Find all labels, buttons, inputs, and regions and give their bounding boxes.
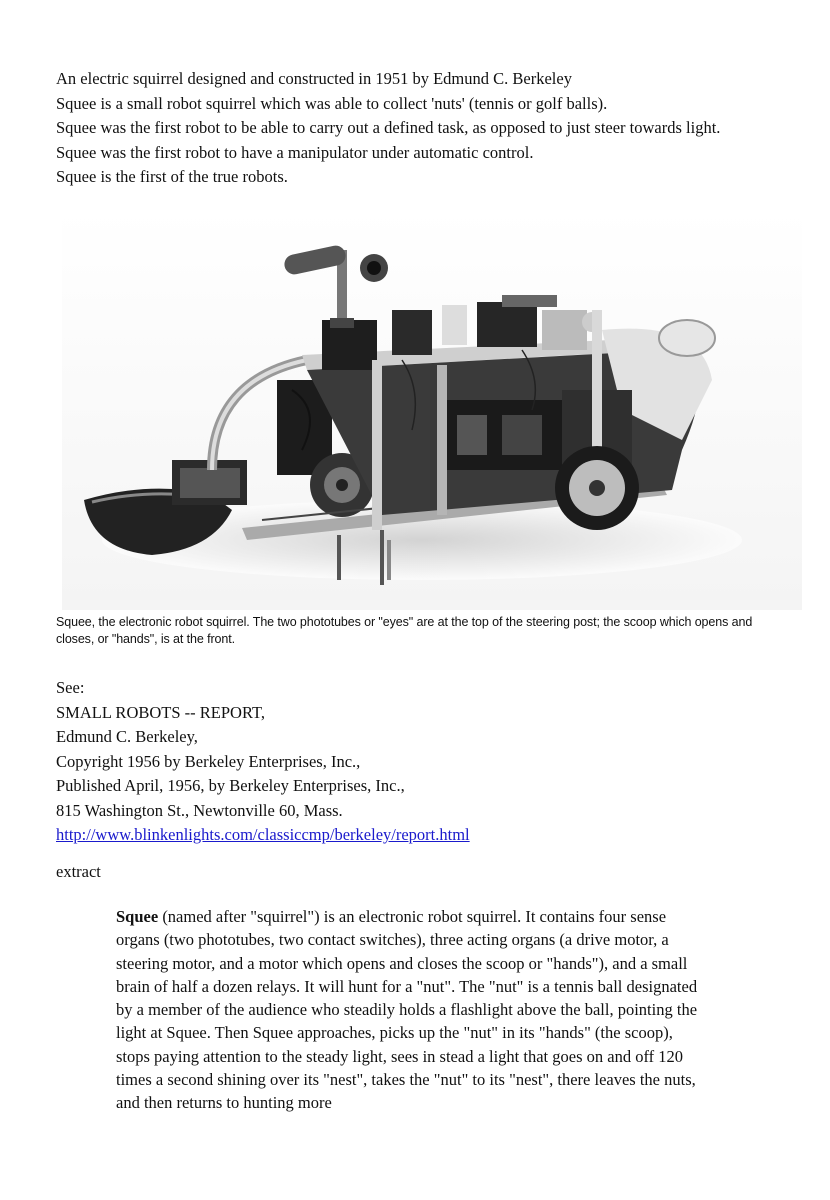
- report-author: Edmund C. Berkeley,: [56, 727, 198, 746]
- extract-text: (named after "squirrel") is an electronic robot squirrel. It contains four sense organs (two phototubes, two contact switches), three acting organs (a drive motor, a steering motor, and a motor which opens and closes the scoop or "hands"), and a small brain of half a dozen relays. It will hunt for a "nut". The "nut" is a tennis ball designated by a member of the audience who steadily holds a flashlight above the ball, pointing the light at Squee. Then Squee approaches, picks up the "nut" in its "hands" (the scoop), stops paying attention to the steady light, sees in stead a light that goes on and off 120 times a second shining over its "nest", takes the "nut" to its "nest", there leaves the nuts, and then returns to hunting more: [116, 907, 698, 1113]
- intro-line: An electric squirrel designed and constructed in 1951 by Edmund C. Berkeley: [56, 69, 572, 88]
- report-address: 815 Washington St., Newtonville 60, Mass.: [56, 800, 343, 820]
- squee-robot-photo: [62, 210, 802, 610]
- references: [56, 676, 796, 848]
- report-copyright: Copyright 1956 by Berkeley Enterprises, Inc.,: [56, 751, 361, 771]
- intro-line: Squee was the first robot to be able to carry out a defined task, as opposed to just steer towards light.: [56, 118, 721, 137]
- intro-line: Squee is the first of the true robots.: [56, 167, 288, 186]
- intro-line: Squee is a small robot squirrel which was able to collect 'nuts' (tennis or golf balls).: [56, 93, 608, 113]
- intro-line: Squee was the first robot to have a manipulator under automatic control.: [56, 142, 534, 162]
- extract-label: extract: [56, 862, 101, 881]
- report-link-row: [56, 823, 796, 848]
- see-label: See:: [56, 678, 85, 697]
- extract-quote: [116, 905, 706, 1115]
- photo-caption: Squee, the electronic robot squirrel. The two phototubes or "eyes" are at the top of the steering post; the scoop which opens and closes, or "hands", is at the front.: [56, 615, 753, 646]
- report-published: Published April, 1956, by Berkeley Enterprises, Inc.,: [56, 776, 405, 795]
- report-title: SMALL ROBOTS -- REPORT,: [56, 702, 265, 722]
- report-link[interactable]: http://www.blinkenlights.com/classiccmp/berkeley/report.html: [56, 825, 470, 844]
- intro-text: [56, 67, 796, 190]
- extract-bold-term: Squee: [116, 907, 159, 926]
